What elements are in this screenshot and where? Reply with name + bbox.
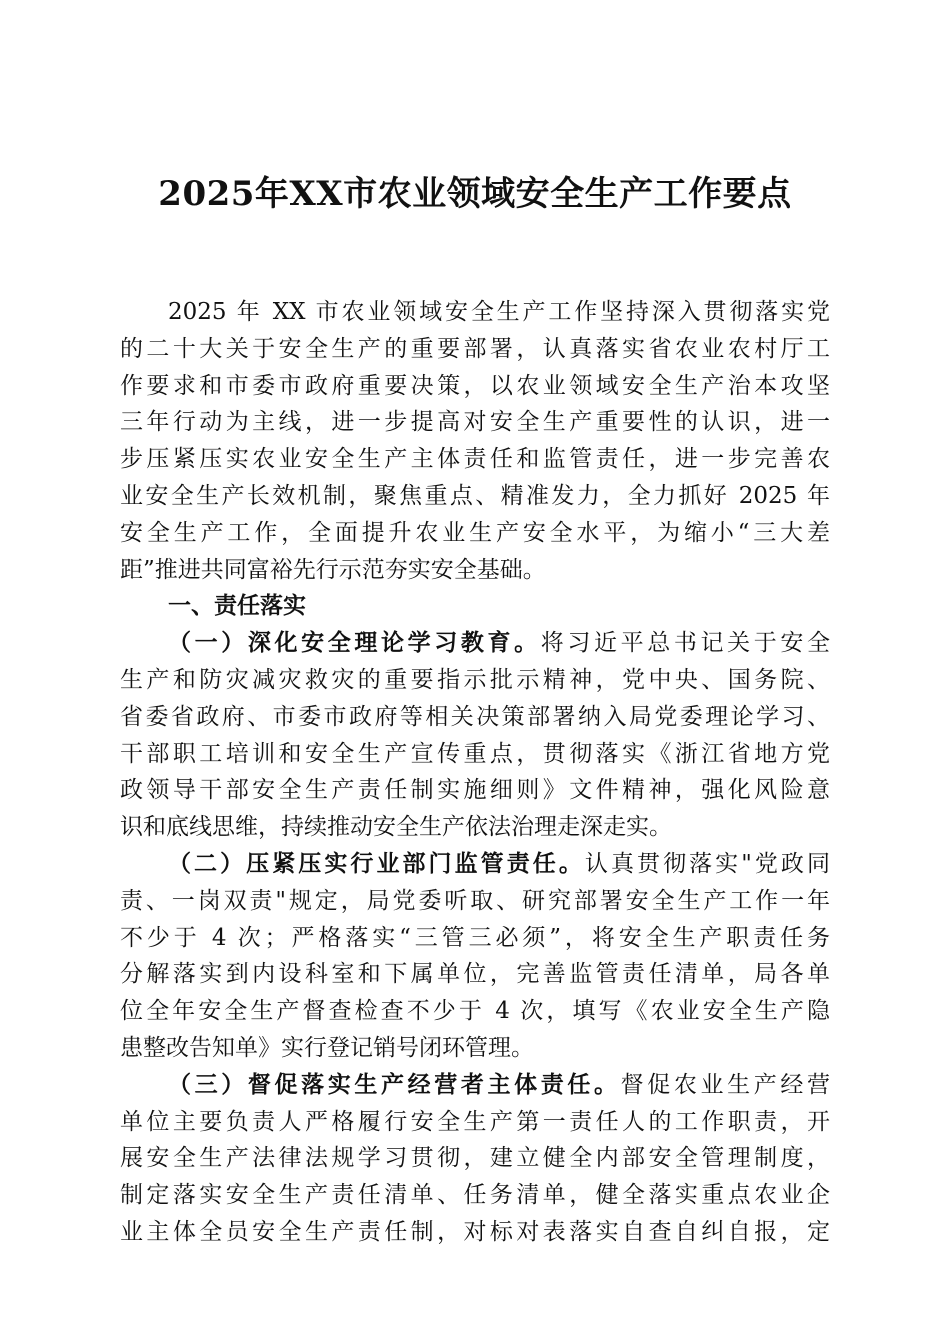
intro-line: 三年行动为主线，进一步提高对安全生产重要性的认识，进一 <box>120 409 830 436</box>
intro-line: 2025 年 XX 市农业领域安全生产工作坚持深入贯彻落实党 <box>168 299 830 325</box>
paragraph-line: 政领导干部安全生产责任制实施细则》文件精神，强化风险意 <box>120 777 830 804</box>
paragraph-line: 业主体全员安全生产责任制，对标对表落实自查自纠自报，定 <box>120 1218 830 1245</box>
paragraph-line: 患整改告知单》实行登记销号闭环管理。 <box>120 1034 534 1061</box>
paragraph-line: 分解落实到内设科室和下属单位，完善监管责任清单，局各单 <box>120 961 830 988</box>
paragraph-line: 省委省政府、市委市政府等相关决策部署纳入局党委理论学习、 <box>120 703 830 730</box>
paragraph-line: 单位主要负责人严格履行安全生产第一责任人的工作职责，开 <box>120 1108 830 1135</box>
paragraph-line: 不少于 4 次；严格落实“三管三必须”，将安全生产职责任务 <box>120 924 830 951</box>
item-lead: （一）深化安全理论学习教育。 <box>168 629 541 657</box>
item-lead-rest: 将习近平总书记关于安全 <box>540 630 830 657</box>
paragraph-line: 干部职工培训和安全生产宣传重点，贯彻落实《浙江省地方党 <box>120 740 830 767</box>
section-heading: 一、责任落实 <box>168 592 306 620</box>
intro-line: 业安全生产长效机制，聚焦重点、精准发力，全力抓好 2025 年 <box>120 482 830 509</box>
item-lead: （二）压紧压实行业部门监管责任。 <box>168 849 585 877</box>
paragraph-first-line <box>120 625 830 662</box>
intro-line: 安全生产工作，全面提升农业生产安全水平，为缩小“三大差 <box>120 519 830 546</box>
paragraph-line: 识和底线思维，持续推动安全生产依法治理走深走实。 <box>120 814 672 841</box>
paragraph-line: 责、一岗双责"规定，局党委听取、研究部署安全生产工作一年 <box>120 887 830 914</box>
item-lead: （三）督促落实生产经营者主体责任。 <box>168 1070 621 1098</box>
intro-line: 的二十大关于安全生产的重要部署，认真落实省农业农村厅工 <box>120 335 830 362</box>
intro-line: 作要求和市委市政府重要决策，以农业领域安全生产治本攻坚 <box>120 372 830 399</box>
intro-line: 距”推进共同富裕先行示范夯实安全基础。 <box>120 556 546 583</box>
document-body <box>120 294 830 1251</box>
item-lead-rest: 督促农业生产经营 <box>620 1071 830 1098</box>
document-title: 2025年XX市农业领域安全生产工作要点 <box>158 174 792 214</box>
paragraph-first-line <box>120 846 830 883</box>
paragraph-line: 制定落实安全生产责任清单、任务清单，健全落实重点农业企 <box>120 1182 830 1209</box>
paragraph-line: 生产和防灾减灾救灾的重要指示批示精神，党中央、国务院、 <box>120 666 830 693</box>
paragraph-line: 位全年安全生产督查检查不少于 4 次，填写《农业安全生产隐 <box>120 998 830 1025</box>
item-lead-rest: 认真贯彻落实"党政同 <box>584 850 830 877</box>
paragraph-first-line <box>120 1067 830 1104</box>
paragraph-line: 展安全生产法律法规学习贯彻，建立健全内部安全管理制度， <box>120 1145 830 1172</box>
intro-line: 步压紧压实农业安全生产主体责任和监管责任，进一步完善农 <box>120 446 830 473</box>
